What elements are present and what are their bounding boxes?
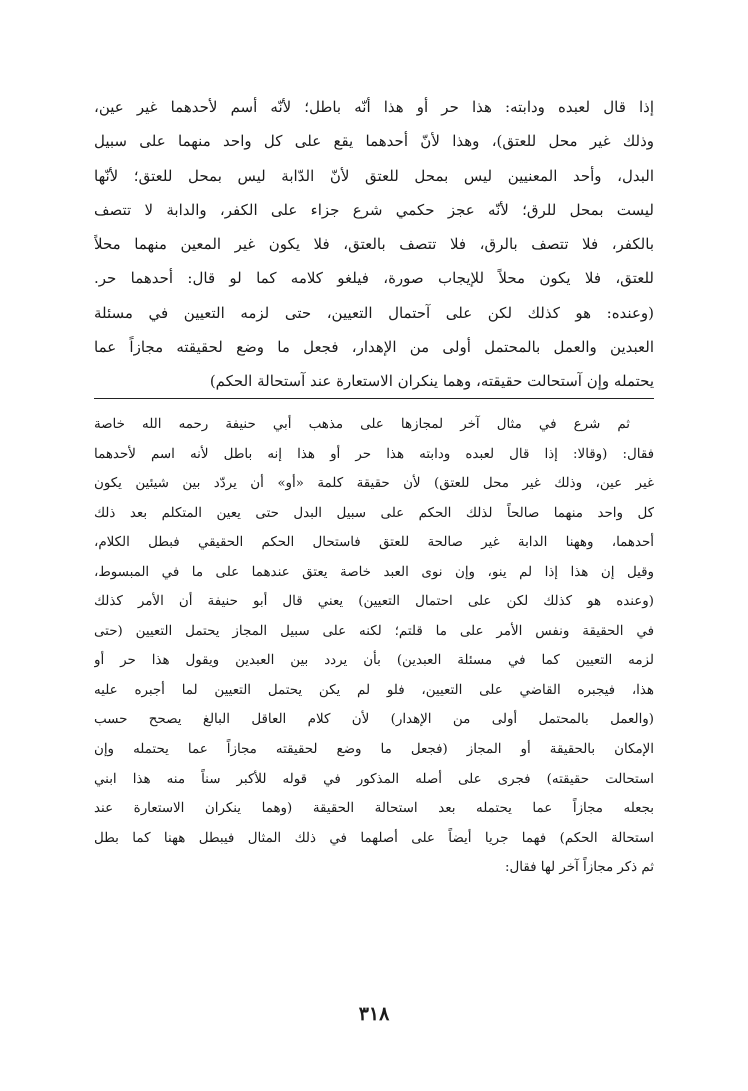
commentary-line: لزمه التعيين كما في مسئلة العبدين) بأن يردد بين العبدين ويقول هذا حر أو: [94, 653, 654, 669]
separator-rule: [94, 398, 654, 399]
main-text-line: للعتق، فلا يكون محلاً للإيجاب صورة، فيلغو كلامه كما لو قال: أحدهما حر.: [94, 269, 654, 288]
main-text-line: البدل، وأحد المعنيين ليس بمحل للعتق لأنّ الدّابة ليس بمحل للعتق؛ لأنّها: [94, 166, 654, 185]
commentary-line: بجعله مجازاً عما يحتمله بعد استحالة الحقيقة (وهما ينكران الاستعارة عند: [94, 801, 654, 817]
commentary-text: [94, 410, 654, 883]
commentary-line: هذا، فيجبره القاضي على التعيين، فلو لم يكن يحتمل التعيين لما أجبره عليه: [94, 682, 654, 698]
main-text-line: بالكفر، فلا تتصف بالرق، فلا تتصف بالعتق، فلا يكون غير المعين منهما محلاً: [94, 235, 654, 254]
commentary-line: أحدهما، وههنا الدابة غير صالحة للعتق فاستحال الحكم الحقيقي فبطل الكلام،: [94, 535, 654, 551]
commentary-line: في الحقيقة ونفس الأمر على ما قلتم؛ لكنه على سبيل المجاز يحتمل التعيين (حتى: [94, 623, 654, 639]
main-text-line: (وعنده: هو كذلك لكن على آحتمال التعيين، حتى لزمه التعيين في مسئلة: [94, 303, 654, 322]
commentary-line: ثم شرع في مثال آخر لمجازها على مذهب أبي حنيفة رحمه الله خاصة: [94, 417, 630, 432]
commentary-line: (وعنده هو كذلك لكن على احتمال التعيين) يعني قال أبو حنيفة أن الأمر كذلك: [94, 594, 654, 610]
commentary-line: غير عين، وذلك غير محل للعتق) لأن حقيقة كلمة «أو» أن يردّد بين شيئين يكون: [94, 476, 654, 492]
main-text-line: العبدين والعمل بالمحتمل أولى من الإهدار، فجعل ما وضع لحقيقته مجازاً عما: [94, 338, 654, 357]
commentary-line: استحالة الحكم) فهما جريا أيضاً على أصلهما في ذلك المثال فيبطل ههنا كما بطل: [94, 830, 654, 846]
main-text-line: وذلك غير محل للعتق)، وهذا لأنّ أحدهما يقع على كل واحد منهما على سبيل: [94, 132, 654, 151]
page-number: ٣١٨: [358, 1003, 390, 1025]
commentary-line: وقيل إن هذا إذا لم ينو، وإن نوى العبد خاصة يعتق عندهما على ما في المبسوط،: [94, 564, 654, 580]
commentary-line: الإمكان بالحقيقة أو المجاز (فجعل ما وضع لحقيقته مجازاً عما يحتمله وإن: [94, 742, 654, 758]
main-text-line: ليست بمحل للرق؛ لأنّه عجز حكمي شرع جزاء على الكفر، والدابة لا تتصف: [94, 200, 654, 219]
commentary-line: فقال: (وقالا: إذا قال لعبده ودابته هذا حر أو هذا إنه باطل لأنه اسم لأحدهما: [94, 446, 654, 462]
commentary-line: ثم ذكر مجازاً آخر لها فقال:: [505, 860, 654, 876]
main-text-line: إذا قال لعبده ودابته: هذا حر أو هذا أنّه باطل؛ لأنّه أسم لأحدهما غير عين،: [94, 98, 654, 116]
commentary-line: كل واحد منهما صالحاً لذلك الحكم على سبيل البدل حتى يعين المتكلم بعد ذلك: [94, 505, 654, 521]
commentary-line: (والعمل بالمحتمل أولى من الإهدار) لأن كلام العاقل البالغ يصحح حسب: [94, 712, 654, 728]
commentary-line: استحالت حقيقته) فجرى على أصله المذكور في قوله للأكبر سناً منه هذا ابني: [94, 771, 654, 787]
main-text-line: يحتمله وإن آستحالت حقيقته، وهما ينكران الاستعارة عند آستحالة الحكم): [209, 372, 654, 391]
main-text: [94, 90, 654, 399]
